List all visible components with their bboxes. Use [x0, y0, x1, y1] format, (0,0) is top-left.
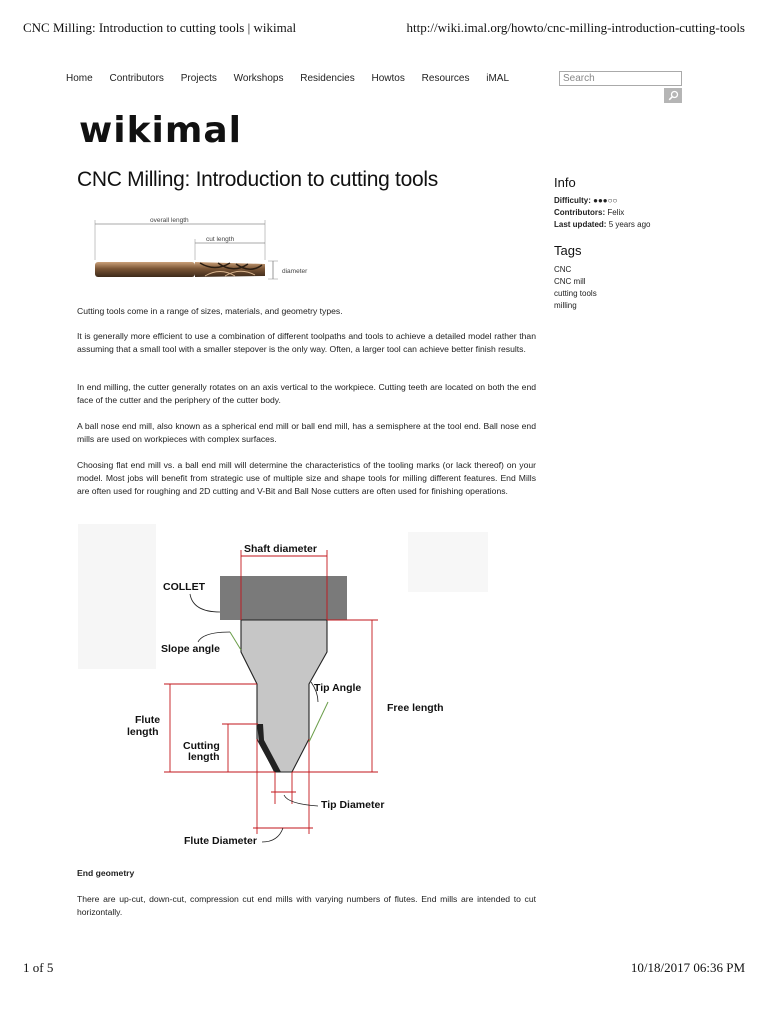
- paragraph: There are up-cut, down-cut, compression cut end mills with varying numbers of flutes. End mills are intended to cut horizontally.: [77, 894, 536, 917]
- print-footer: [23, 960, 745, 978]
- site-logo[interactable]: wikimal: [79, 110, 243, 151]
- info-heading: Info: [554, 175, 576, 190]
- section-heading: End geometry: [77, 868, 135, 878]
- nav-item-home[interactable]: Home: [66, 73, 93, 84]
- end-mill-dimension-figure: [90, 212, 330, 287]
- tag-link[interactable]: milling: [554, 301, 577, 310]
- print-datetime: 10/18/2017 06:36 PM: [630, 960, 745, 975]
- paragraph: A ball nose end mill, also known as a spherical end mill or ball end mill, has a semisphere at the tool end. Ball nose end mills are used on workpieces with complex surfaces.: [77, 421, 536, 444]
- paragraph: Choosing flat end mill vs. a ball end mill will determine the characteristics of the tooling marks (or lack thereof) on your model. Most jobs will benefit from strategic use of multiple size and shape tools for milling different features. End Mills are often used for roughing and 2D cutting and V-Bit and Ball Nose cutters are often used for finishing operations.: [77, 460, 536, 496]
- search-icon: [668, 90, 679, 101]
- search-input[interactable]: [559, 71, 682, 86]
- nav-item-workshops[interactable]: Workshops: [233, 73, 284, 84]
- cutting-length-label: Cutting: [183, 740, 220, 752]
- page-number: 1 of 5: [23, 960, 54, 975]
- nav-item-residencies[interactable]: Residencies: [300, 73, 355, 84]
- print-header-url: http://wiki.imal.org/howto/cnc-milling-introduction-cutting-tools: [406, 20, 745, 35]
- flute-length-label-line2: length: [127, 726, 159, 738]
- collet-block: [220, 576, 347, 620]
- updated-row: [554, 220, 744, 229]
- contributors-label: Contributors:: [554, 208, 606, 217]
- difficulty-label: Difficulty:: [554, 196, 591, 205]
- nav-item-projects[interactable]: Projects: [180, 73, 217, 84]
- collet-label: COLLET: [163, 581, 205, 593]
- free-length-label: Free length: [387, 702, 444, 714]
- flute-diameter-label: Flute Diameter: [184, 835, 257, 847]
- tip-angle-label: Tip Angle: [314, 682, 362, 694]
- main-nav: [66, 73, 537, 87]
- updated-value: 5 years ago: [608, 220, 651, 229]
- cut-length-label: cut length: [206, 236, 235, 243]
- tags-section: [554, 243, 744, 312]
- difficulty-value: ●●●○○: [593, 196, 618, 205]
- contributors-row: [554, 208, 744, 217]
- search-button[interactable]: [664, 88, 682, 103]
- paragraph: Cutting tools come in a range of sizes, materials, and geometry types.: [77, 306, 343, 316]
- page-title: CNC Milling: Introduction to cutting tools: [77, 168, 438, 191]
- tag-link[interactable]: cutting tools: [554, 289, 597, 298]
- end-mill-photo: [95, 262, 265, 277]
- cutter-geometry-diagram: [78, 524, 538, 854]
- tags-heading: Tags: [554, 243, 582, 258]
- tip-diameter-label: Tip Diameter: [321, 799, 385, 811]
- paragraph: In end milling, the cutter generally rotates on an axis vertical to the workpiece. Cutting teeth are located on both the end face of the cutter and the periphery of the cutter body.: [77, 382, 536, 405]
- shaft-diameter-label: Shaft diameter: [244, 543, 317, 555]
- nav-item-resources[interactable]: Resources: [421, 73, 470, 84]
- tag-link[interactable]: CNC: [554, 265, 572, 274]
- updated-label: Last updated:: [554, 220, 607, 229]
- nav-item-imal[interactable]: iMAL: [486, 73, 510, 84]
- slope-angle-label: Slope angle: [161, 643, 220, 655]
- difficulty-row: [554, 196, 744, 205]
- sidebar: [554, 175, 744, 312]
- overall-length-label: overall length: [150, 217, 189, 224]
- nav-item-howtos[interactable]: Howtos: [371, 73, 405, 84]
- contributors-value[interactable]: Felix: [607, 208, 625, 217]
- cutting-length-label-line2: length: [188, 751, 220, 763]
- print-header-title: CNC Milling: Introduction to cutting tools | wikimal: [23, 20, 297, 35]
- nav-item-contributors[interactable]: Contributors: [109, 73, 164, 84]
- tag-link[interactable]: CNC mill: [554, 277, 586, 286]
- diameter-label: diameter: [282, 268, 308, 275]
- paragraph: It is generally more efficient to use a combination of different toolpaths and tools to achieve a detailed model rather than assuming that a small tool with a smaller stepover is the only way. Often, a larger tool can achieve better finish results.: [77, 331, 536, 354]
- print-header: [23, 20, 745, 38]
- flute-length-label: Flute: [135, 714, 161, 726]
